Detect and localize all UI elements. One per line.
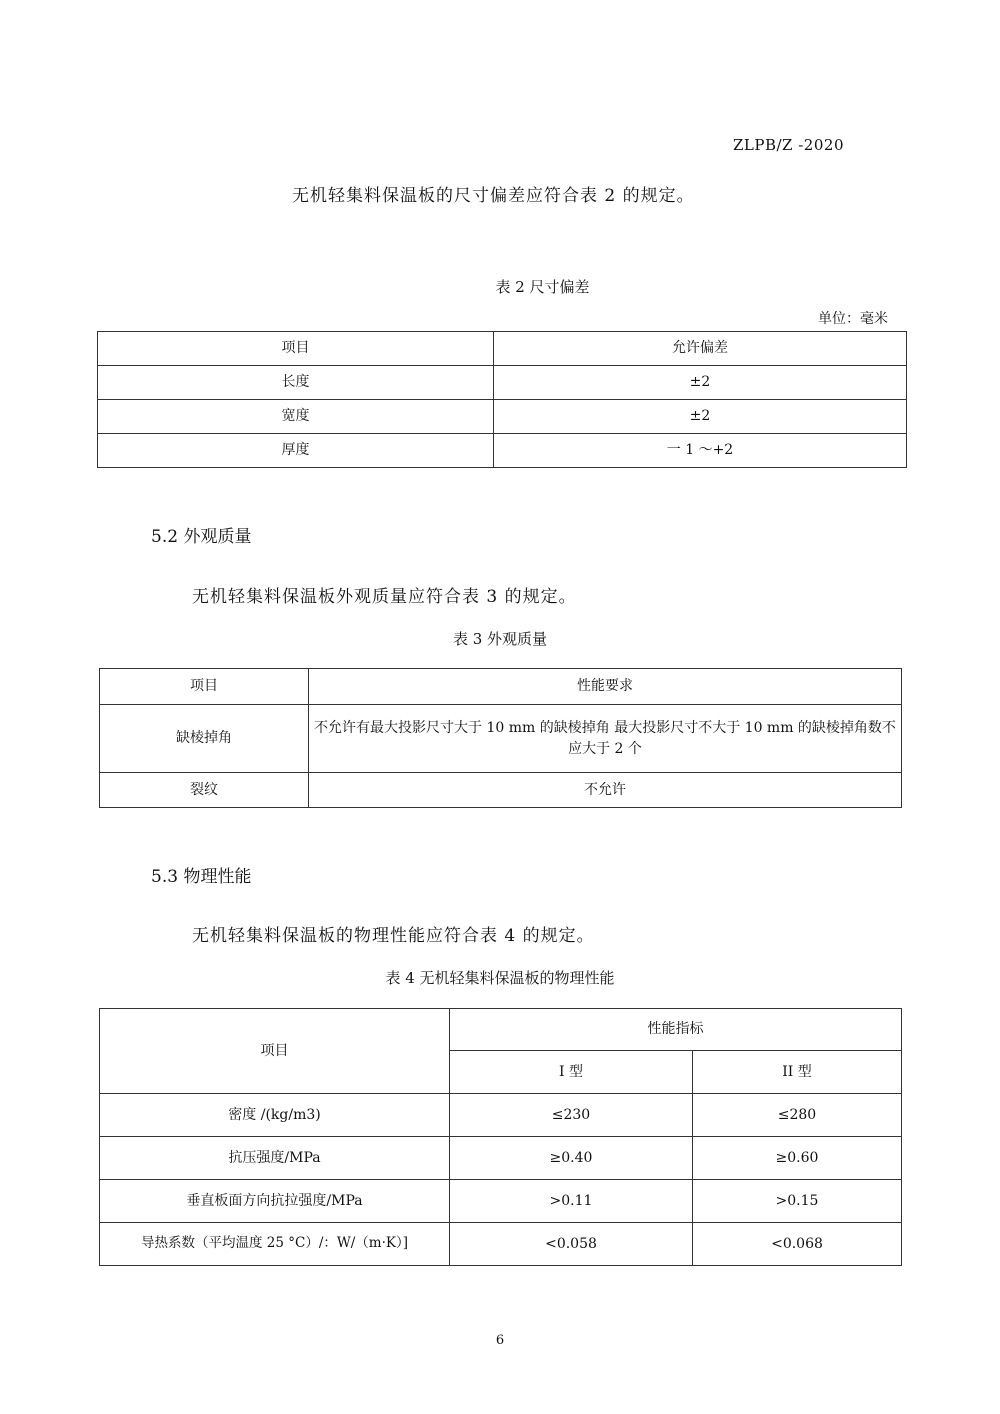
table4-cell-type1: >0.11	[450, 1180, 693, 1223]
page-number: 6	[495, 1333, 505, 1348]
section-heading-5-3: 5.3 物理性能	[151, 867, 252, 887]
table2-unit: 单位：毫米	[818, 311, 888, 327]
table-row	[100, 1137, 902, 1180]
table3-header-item: 项目	[100, 669, 309, 705]
table4-cell-item: 垂直板面方向抗拉强度/MPa	[100, 1180, 450, 1223]
table2-header-tolerance: 允许偏差	[494, 332, 907, 366]
table3-caption: 表 3 外观质量	[452, 630, 548, 648]
table4-cell-type2: ≤280	[693, 1094, 902, 1137]
table2-cell-tolerance: ±2	[494, 366, 907, 400]
table4-cell-type2: <0.068	[693, 1223, 902, 1266]
table2-header-item: 项目	[98, 332, 494, 366]
document-code: ZLPB/Z -2020	[733, 136, 844, 154]
intro-paragraph: 无机轻集料保温板的尺寸偏差应符合表 2 的规定。	[292, 186, 695, 206]
table3-header-row	[100, 669, 902, 705]
table-row	[100, 1094, 902, 1137]
table4-cell-type1: ≤230	[450, 1094, 693, 1137]
table4-header-type2: II 型	[693, 1051, 902, 1094]
table2-header-row	[98, 332, 907, 366]
table2-caption: 表 2 尺寸偏差	[495, 278, 590, 296]
table3-cell-item: 缺棱掉角	[100, 705, 309, 773]
table-row	[100, 773, 902, 808]
table2-cell-item: 宽度	[98, 400, 494, 434]
table-row	[100, 1180, 902, 1223]
table-row	[98, 366, 907, 400]
table4-header-row	[100, 1009, 902, 1051]
table3-header-requirement: 性能要求	[309, 669, 902, 705]
table4-header-type1: I 型	[450, 1051, 693, 1094]
table4-header-item: 项目	[100, 1009, 450, 1094]
table4-header-group: 性能指标	[450, 1009, 902, 1051]
table-row	[100, 1223, 902, 1266]
table2-cell-tolerance: ±2	[494, 400, 907, 434]
table2-cell-item: 厚度	[98, 434, 494, 468]
table3-cell-requirement: 不允许有最大投影尺寸大于 10 mm 的缺棱掉角 最大投影尺寸不大于 10 mm 的缺棱掉角数不应大于 2 个	[309, 705, 902, 773]
table4	[99, 1008, 902, 1266]
table4-caption: 表 4 无机轻集料保温板的物理性能	[385, 969, 615, 987]
table4-cell-item: 导热系数（平均温度 25 °C）/：W/（m‧K）]	[100, 1223, 450, 1266]
table3-cell-requirement: 不允许	[309, 773, 902, 808]
table3-cell-item: 裂纹	[100, 773, 309, 808]
table4-cell-item: 密度 /(kg/m3)	[100, 1094, 450, 1137]
section-heading-5-2: 5.2 外观质量	[151, 527, 252, 547]
section-5-3-paragraph: 无机轻集料保温板的物理性能应符合表 4 的规定。	[192, 926, 595, 946]
table4-cell-item: 抗压强度/MPa	[100, 1137, 450, 1180]
table4-cell-type1: ≥0.40	[450, 1137, 693, 1180]
table-row	[98, 400, 907, 434]
table4-cell-type1: <0.058	[450, 1223, 693, 1266]
table-row	[100, 705, 902, 773]
table4-cell-type2: ≥0.60	[693, 1137, 902, 1180]
table3	[99, 668, 902, 808]
table4-cell-type2: >0.15	[693, 1180, 902, 1223]
table-row	[98, 434, 907, 468]
section-5-2-paragraph: 无机轻集料保温板外观质量应符合表 3 的规定。	[192, 587, 577, 607]
table2-cell-tolerance: 一 1 ～+2	[494, 434, 907, 468]
table2	[97, 331, 907, 468]
table2-cell-item: 长度	[98, 366, 494, 400]
